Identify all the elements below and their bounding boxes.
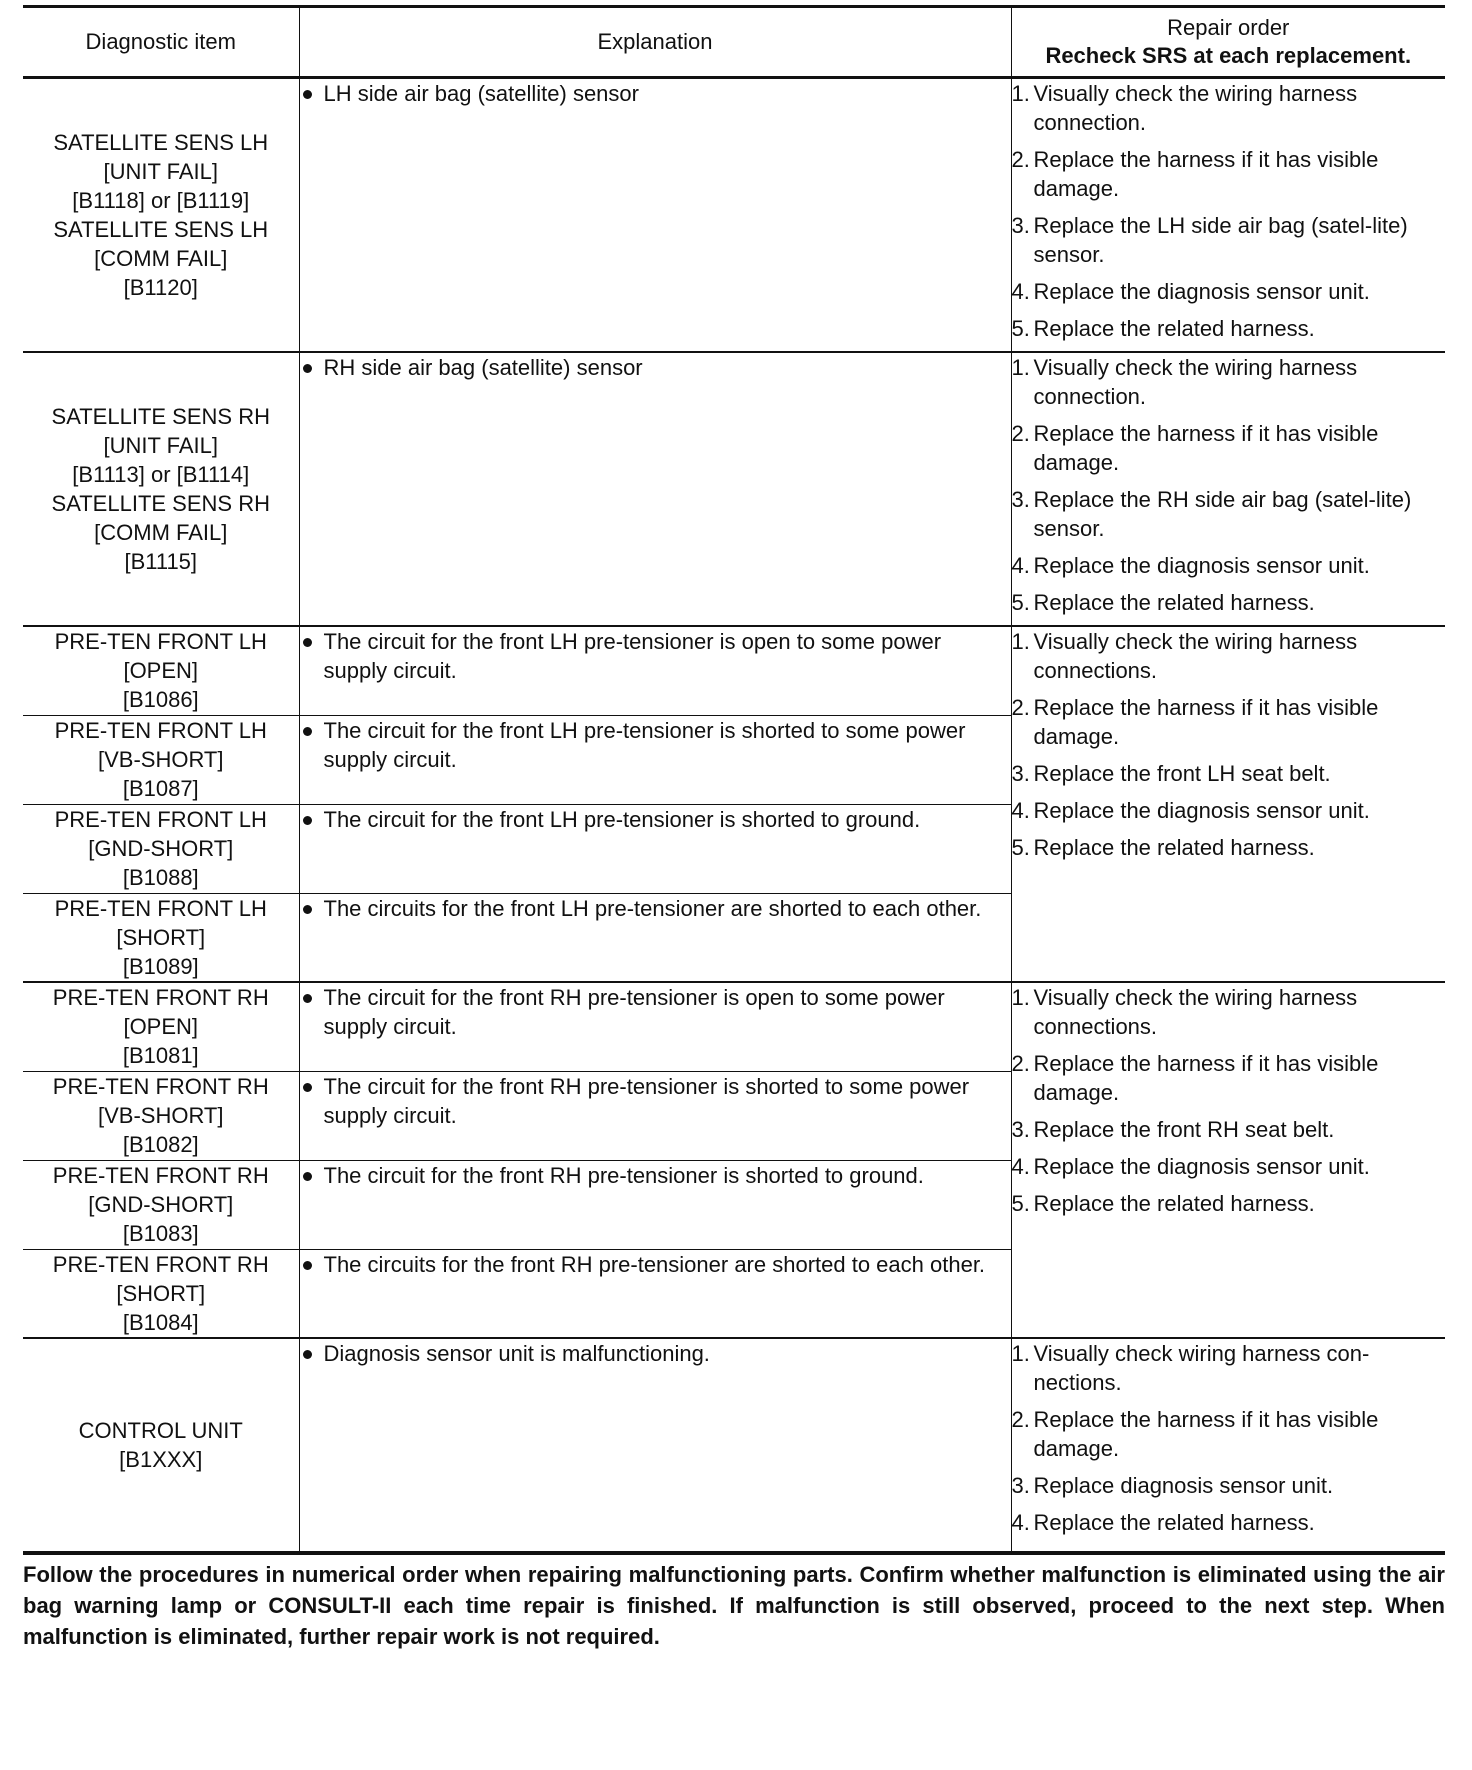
table-row [23, 1338, 1445, 1551]
repair-step-number: 2. [1011, 695, 1030, 720]
diagnostic-item-line: [B1083] [122, 1220, 199, 1246]
explanation-text: The circuit for the front RH pre-tensioner is open to some power supply circuit. [323, 985, 945, 1039]
diagnostic-item-line: [B1XXX] [119, 1446, 203, 1472]
repair-steps-list [1012, 1339, 1446, 1537]
repair-step-number: 1. [1011, 629, 1030, 654]
repair-step [1012, 693, 1446, 751]
repair-step [1012, 145, 1446, 203]
diagnostic-item-line: [GND-SHORT] [88, 1191, 234, 1217]
explanation-cell [299, 1160, 1011, 1249]
repair-step [1012, 1049, 1446, 1107]
bullet-icon [300, 805, 324, 834]
repair-step-text: Replace the diagnosis sensor unit. [1033, 798, 1370, 823]
repair-steps-list [1012, 627, 1446, 862]
repair-step-number: 5. [1011, 590, 1030, 615]
repair-step-number: 1. [1011, 1341, 1030, 1366]
diagnostic-item-line: [B1081] [122, 1043, 199, 1068]
diagnostic-item-line: [B1086] [122, 687, 199, 712]
bullet-icon [300, 1250, 324, 1279]
repair-step-text: Replace the related harness. [1033, 316, 1315, 341]
explanation-cell [299, 1338, 1011, 1551]
repair-step [1012, 1189, 1446, 1218]
repair-step [1012, 1405, 1446, 1463]
diagnostic-item-cell [23, 893, 299, 982]
explanation-text: RH side air bag (satellite) sensor [323, 355, 643, 380]
repair-step-number: 3. [1011, 487, 1030, 512]
footer-note: Follow the procedures in numerical order when repairing malfunctioning parts. Confirm whether malfunction is eliminated using the air bag warning lamp or CONSULT-II each time repair is finished. If malfunction is still observed, proceed to the next step. When malfunction is eliminated, further repair work is not required. [23, 1552, 1445, 1652]
diagnostic-item-cell [23, 1160, 299, 1249]
diagnostic-item-line: [B1120] [123, 275, 198, 300]
document-page [23, 5, 1445, 1652]
explanation-text: The circuit for the front LH pre-tensioner is open to some power supply circuit. [323, 629, 942, 683]
repair-step-number: 3. [1011, 1117, 1030, 1142]
explanation-bullet [300, 1161, 1011, 1190]
explanation-bullet [300, 983, 1011, 1041]
repair-step [1012, 1152, 1446, 1181]
repair-step [1012, 419, 1446, 477]
repair-step-number: 4. [1011, 1154, 1030, 1179]
repair-order-cell [1011, 1338, 1445, 1551]
explanation-bullet [300, 1339, 1011, 1368]
repair-order-cell [1011, 78, 1445, 353]
diagnostic-item-line: [B1089] [122, 953, 199, 979]
bullet-icon [300, 353, 324, 382]
header-explanation: Explanation [299, 7, 1011, 78]
diagnostic-item-line: [OPEN] [123, 658, 199, 683]
bullet-icon [300, 627, 324, 685]
repair-step [1012, 627, 1446, 685]
diagnostic-item-line: [B1088] [122, 864, 199, 890]
diagnostic-item-line: [GND-SHORT] [88, 835, 234, 861]
repair-step [1012, 1115, 1446, 1144]
diagnostic-item-line: PRE-TEN FRONT RH [52, 1162, 269, 1188]
repair-steps-list [1012, 79, 1446, 343]
explanation-bullet [300, 353, 1011, 382]
repair-steps-list [1012, 983, 1446, 1218]
repair-step [1012, 796, 1446, 825]
header-repair-order-note: Recheck SRS at each replacement. [1045, 43, 1412, 68]
repair-step-text: Replace diagnosis sensor unit. [1033, 1473, 1334, 1498]
repair-step-number: 2. [1011, 1407, 1030, 1432]
explanation-bullet [300, 627, 1011, 685]
table-body [23, 78, 1445, 1552]
explanation-bullet [300, 1072, 1011, 1130]
diagnostic-item-cell [23, 1071, 299, 1160]
explanation-text: The circuit for the front LH pre-tensioner is shorted to ground. [323, 806, 921, 832]
repair-step-text: Replace the diagnosis sensor unit. [1033, 553, 1370, 578]
table-row [23, 352, 1445, 626]
repair-step-number: 3. [1011, 1473, 1030, 1498]
repair-step-number: 5. [1011, 1191, 1030, 1216]
diagnostic-item-line: [COMM FAIL] [94, 520, 228, 545]
explanation-text: The circuit for the front RH pre-tensioner is shorted to some power supply circuit. [323, 1073, 970, 1128]
repair-step-number: 2. [1011, 1051, 1030, 1076]
diagnostic-item-line: PRE-TEN FRONT LH [54, 717, 267, 743]
diagnostic-table [23, 5, 1445, 1552]
explanation-bullet [300, 716, 1011, 774]
repair-step [1012, 79, 1446, 137]
repair-step-text: Replace the harness if it has visible damage. [1033, 147, 1379, 201]
repair-step-text: Replace the front LH seat belt. [1033, 761, 1331, 786]
bullet-icon [300, 1339, 324, 1368]
repair-step-text: Visually check wiring harness con-nections. [1033, 1341, 1370, 1395]
repair-order-cell [1011, 626, 1445, 982]
header-repair-order-title: Repair order [1167, 15, 1290, 40]
header-diagnostic-item: Diagnostic item [23, 7, 299, 78]
explanation-bullet [300, 1250, 1011, 1279]
explanation-cell [299, 626, 1011, 715]
repair-step-text: Replace the related harness. [1033, 1191, 1315, 1216]
repair-step-text: Replace the related harness. [1033, 835, 1315, 860]
repair-step [1012, 1471, 1446, 1500]
bullet-icon [300, 1161, 324, 1190]
repair-step-text: Replace the RH side air bag (satel-lite) sensor. [1033, 487, 1412, 541]
diagnostic-item-line: PRE-TEN FRONT LH [54, 629, 267, 654]
repair-step-number: 1. [1011, 985, 1030, 1010]
repair-step [1012, 211, 1446, 269]
repair-step-number: 5. [1011, 835, 1030, 860]
repair-step-text: Replace the diagnosis sensor unit. [1033, 1154, 1370, 1179]
repair-step [1012, 1508, 1446, 1537]
explanation-text: Diagnosis sensor unit is malfunctioning. [323, 1341, 710, 1366]
explanation-text: The circuit for the front RH pre-tensioner is shorted to ground. [323, 1162, 924, 1188]
diagnostic-item-line: SATELLITE SENS LH [53, 217, 269, 242]
repair-step-number: 3. [1011, 213, 1030, 238]
repair-step [1012, 1339, 1446, 1397]
table-header-row [23, 7, 1445, 78]
repair-step-number: 4. [1011, 553, 1030, 578]
repair-step-text: Visually check the wiring harness connections. [1033, 629, 1358, 683]
diagnostic-item-line: [COMM FAIL] [94, 246, 228, 271]
diagnostic-item-line: PRE-TEN FRONT RH [52, 1073, 269, 1099]
repair-step [1012, 277, 1446, 306]
explanation-cell [299, 804, 1011, 893]
repair-step [1012, 759, 1446, 788]
diagnostic-item-cell [23, 352, 299, 626]
bullet-icon [300, 79, 324, 108]
repair-step-text: Replace the front RH seat belt. [1033, 1117, 1335, 1142]
repair-step-text: Visually check the wiring harness connection. [1033, 355, 1358, 409]
bullet-icon [300, 716, 324, 774]
explanation-cell [299, 893, 1011, 982]
diagnostic-item-line: [B1082] [122, 1131, 199, 1157]
diagnostic-item-line: [B1084] [122, 1309, 199, 1335]
diagnostic-item-line: [B1087] [122, 775, 199, 801]
explanation-text: LH side air bag (satellite) sensor [323, 81, 639, 106]
diagnostic-item-line: [OPEN] [123, 1014, 199, 1039]
repair-step-number: 4. [1011, 798, 1030, 823]
table-row [23, 78, 1445, 353]
repair-step-text: Replace the harness if it has visible damage. [1033, 421, 1379, 475]
bullet-icon [300, 983, 324, 1041]
repair-step [1012, 833, 1446, 862]
header-repair-order [1011, 7, 1445, 78]
repair-step-number: 3. [1011, 761, 1030, 786]
diagnostic-item-line: [VB-SHORT] [97, 1102, 224, 1128]
repair-step [1012, 983, 1446, 1041]
repair-step [1012, 551, 1446, 580]
explanation-cell [299, 352, 1011, 626]
repair-step-text: Replace the harness if it has visible damage. [1033, 1407, 1379, 1461]
diagnostic-item-cell [23, 982, 299, 1071]
table-row [23, 626, 1445, 715]
repair-step-number: 1. [1011, 355, 1030, 380]
repair-step [1012, 588, 1446, 617]
explanation-text: The circuit for the front LH pre-tensioner is shorted to some power supply circuit. [323, 717, 966, 772]
diagnostic-item-line: CONTROL UNIT [78, 1417, 243, 1443]
repair-steps-list [1012, 353, 1446, 617]
repair-step-number: 4. [1011, 1510, 1030, 1535]
repair-step [1012, 353, 1446, 411]
repair-step-number: 5. [1011, 316, 1030, 341]
diagnostic-item-line: [B1115] [124, 549, 198, 574]
diagnostic-item-line: [UNIT FAIL] [103, 433, 218, 458]
diagnostic-item-line: [VB-SHORT] [97, 746, 224, 772]
repair-order-cell [1011, 982, 1445, 1338]
repair-step-text: Visually check the wiring harness connections. [1033, 985, 1358, 1039]
explanation-cell [299, 1071, 1011, 1160]
diagnostic-item-line: SATELLITE SENS RH [51, 404, 270, 429]
diagnostic-item-line: [SHORT] [116, 1280, 206, 1306]
explanation-cell [299, 715, 1011, 804]
diagnostic-item-cell [23, 1249, 299, 1338]
diagnostic-item-cell [23, 715, 299, 804]
explanation-cell [299, 982, 1011, 1071]
explanation-bullet [300, 805, 1011, 834]
diagnostic-item-line: PRE-TEN FRONT RH [52, 1251, 269, 1277]
repair-step-text: Replace the related harness. [1033, 590, 1315, 615]
repair-order-cell [1011, 352, 1445, 626]
repair-step-number: 2. [1011, 147, 1030, 172]
repair-step-text: Visually check the wiring harness connection. [1033, 81, 1358, 135]
diagnostic-item-cell [23, 626, 299, 715]
diagnostic-item-line: [B1113] or [B1114] [72, 462, 250, 487]
diagnostic-item-line: PRE-TEN FRONT RH [52, 985, 269, 1010]
repair-step-text: Replace the harness if it has visible damage. [1033, 695, 1379, 749]
diagnostic-item-line: PRE-TEN FRONT LH [54, 806, 267, 832]
diagnostic-item-cell [23, 1338, 299, 1551]
diagnostic-item-line: SATELLITE SENS LH [53, 130, 269, 155]
repair-step-number: 1. [1011, 81, 1030, 106]
diagnostic-item-line: [B1118] or [B1119] [72, 188, 250, 213]
diagnostic-item-line: [SHORT] [116, 924, 206, 950]
repair-step [1012, 314, 1446, 343]
diagnostic-item-cell [23, 78, 299, 353]
explanation-bullet [300, 894, 1011, 923]
explanation-cell [299, 78, 1011, 353]
diagnostic-item-line: SATELLITE SENS RH [51, 491, 270, 516]
bullet-icon [300, 1072, 324, 1130]
repair-step-number: 4. [1011, 279, 1030, 304]
diagnostic-item-cell [23, 804, 299, 893]
explanation-text: The circuits for the front LH pre-tensioner are shorted to each other. [323, 895, 982, 921]
repair-step-text: Replace the diagnosis sensor unit. [1033, 279, 1370, 304]
bullet-icon [300, 894, 324, 923]
repair-step-text: Replace the related harness. [1033, 1510, 1315, 1535]
diagnostic-item-line: PRE-TEN FRONT LH [54, 895, 267, 921]
repair-step [1012, 485, 1446, 543]
repair-step-text: Replace the LH side air bag (satel-lite) sensor. [1033, 213, 1408, 267]
diagnostic-item-line: [UNIT FAIL] [103, 159, 218, 184]
table-row [23, 982, 1445, 1071]
repair-step-text: Replace the harness if it has visible damage. [1033, 1051, 1379, 1105]
explanation-bullet [300, 79, 1011, 108]
repair-step-number: 2. [1011, 421, 1030, 446]
explanation-cell [299, 1249, 1011, 1338]
explanation-text: The circuits for the front RH pre-tensioner are shorted to each other. [323, 1251, 986, 1277]
